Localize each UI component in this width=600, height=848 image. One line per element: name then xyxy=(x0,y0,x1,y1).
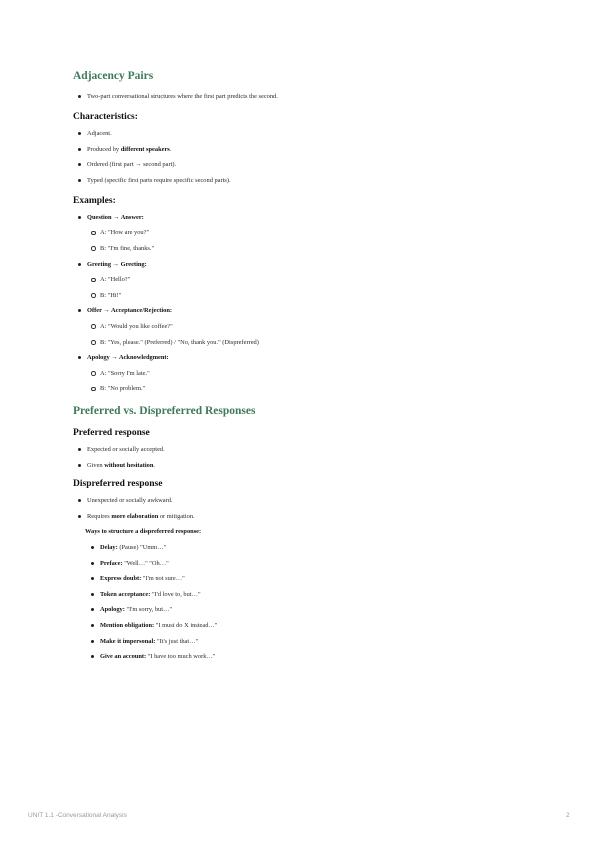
dispreferred-heading: Dispreferred response xyxy=(73,478,163,489)
section-title-adjacency-pairs: Adjacency Pairs xyxy=(73,70,154,82)
list-item: Unexpected or socially awkward. xyxy=(73,496,543,505)
example-line: B: "Yes, please." (Preferred) / "No, thank you." (Dispreferred) xyxy=(73,338,543,347)
list-item: Produced by different speakers. xyxy=(73,145,543,154)
document-body xyxy=(73,68,543,668)
example-label: Apology → Acknowledgment: xyxy=(73,353,543,362)
list-item: Make it impersonal: "It's just that…" xyxy=(73,637,543,646)
list-item: Express doubt: "I'm not sure…" xyxy=(73,574,543,583)
example-line: A: "Hello?" xyxy=(73,275,543,284)
examples-heading: Examples: xyxy=(73,195,116,206)
preferred-heading: Preferred response xyxy=(73,428,150,439)
footer-title: UNIT 1.1 -Conversational Analysis xyxy=(28,812,127,819)
list-item: Two-part conversational structures where the first part predicts the second. xyxy=(73,92,543,101)
list-item: Ordered (first part → second part). xyxy=(73,160,543,169)
page-number: 2 xyxy=(566,812,570,819)
list-item: Typed (specific first parts require specific second parts). xyxy=(73,176,543,185)
list-item: Mention obligation: "I must do X instead…" xyxy=(73,621,543,630)
list-item: Adjacent. xyxy=(73,129,543,138)
ways-heading: Ways to structure a dispreferred response: xyxy=(85,528,202,536)
list-item: Given without hesitation. xyxy=(73,461,543,470)
example-label: Offer → Acceptance/Rejection: xyxy=(73,306,543,315)
list-item: Requires more elaboration or mitigation. xyxy=(73,512,543,521)
list-item: Preface: "Well…" "Oh…" xyxy=(73,559,543,568)
characteristics-heading: Characteristics: xyxy=(73,112,138,122)
dispreferred-list xyxy=(73,496,543,521)
ways-list xyxy=(73,543,543,661)
list-item: Apology: "I'm sorry, but…" xyxy=(73,605,543,614)
section-title-preferred-dispreferred: Preferred vs. Dispreferred Responses xyxy=(73,405,256,418)
examples-list xyxy=(73,213,543,394)
example-line: A: "Sorry I'm late." xyxy=(73,369,543,378)
list-item: Expected or socially accepted. xyxy=(73,445,543,454)
example-line: B: "No problem." xyxy=(73,384,543,393)
list-item: Give an account: "I have too much work…" xyxy=(73,652,543,661)
intro-list xyxy=(73,92,543,101)
example-line: B: "Hi!" xyxy=(73,291,543,300)
example-line: B: "I'm fine, thanks." xyxy=(73,244,543,253)
example-line: A: "How are you?" xyxy=(73,228,543,237)
example-label: Greeting → Greeting: xyxy=(73,260,543,269)
preferred-list xyxy=(73,445,543,470)
example-label: Question → Answer: xyxy=(73,213,543,222)
list-item: Token acceptance: "I'd love to, but…" xyxy=(73,590,543,599)
characteristics-list xyxy=(73,129,543,185)
example-line: A: "Would you like coffee?" xyxy=(73,322,543,331)
list-item: Delay: (Pause) "Umm…" xyxy=(73,543,543,552)
